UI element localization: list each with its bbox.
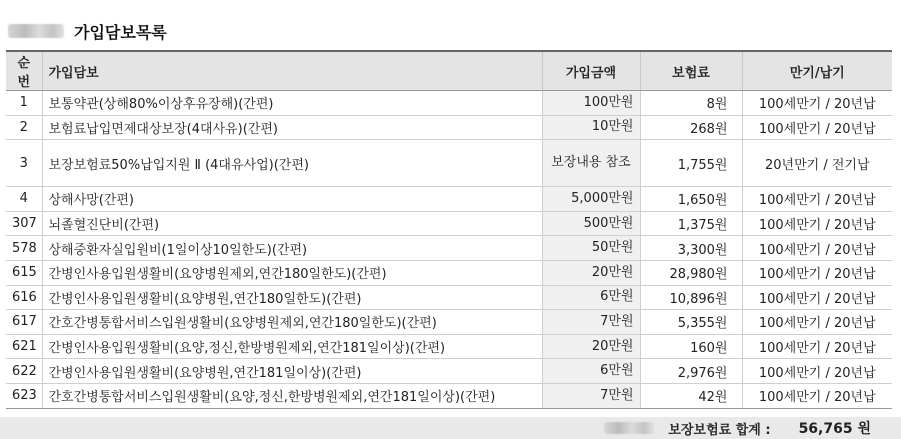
row-no: 617: [6, 310, 42, 335]
table-row: [6, 236, 892, 261]
row-coverage: 상해사망(간편): [42, 187, 542, 212]
row-premium: 10,896원: [640, 285, 742, 310]
table-row: [6, 211, 892, 236]
row-premium: 1,650원: [640, 187, 742, 212]
section-header: [8, 18, 167, 44]
row-coverage: 상해중환자실입원비(1일이상10일한도)(간편): [42, 236, 542, 261]
row-amount: 5,000만원: [542, 187, 640, 212]
row-no: 2: [6, 115, 42, 140]
row-term: 100세만기 / 20년납: [742, 115, 892, 140]
row-term: 100세만기 / 20년납: [742, 260, 892, 285]
row-term: 100세만기 / 20년납: [742, 310, 892, 335]
table-row: [6, 260, 892, 285]
row-coverage: 간병인사용입원생활비(요양병원제외,연간180일한도)(간편): [42, 260, 542, 285]
row-coverage: 보통약관(상해80%이상후유장해)(간편): [42, 91, 542, 116]
table-row: [6, 359, 892, 384]
row-no: 578: [6, 236, 42, 261]
row-coverage: 간병인사용입원생활비(요양,정신,한방병원제외,연간181일이상)(간편): [42, 334, 542, 359]
row-premium: 8원: [640, 91, 742, 116]
row-amount: 20만원: [542, 334, 640, 359]
table-row: [6, 383, 892, 408]
row-no: 616: [6, 285, 42, 310]
row-coverage: 간호간병통합서비스입원생활비(요양병원제외,연간180일한도)(간편): [42, 310, 542, 335]
row-no: 615: [6, 260, 42, 285]
total-value: 56,765 원: [798, 421, 871, 437]
row-amount: 보장내용 참조: [542, 140, 640, 187]
table-row: [6, 310, 892, 335]
row-amount: 6만원: [542, 359, 640, 384]
row-coverage: 간병인사용입원생활비(요양병원,연간181일이상)(간편): [42, 359, 542, 384]
total-bar: [0, 417, 901, 439]
row-premium: 5,355원: [640, 310, 742, 335]
row-premium: 268원: [640, 115, 742, 140]
row-premium: 42원: [640, 383, 742, 408]
row-coverage: 보장보험료50%납입지원 Ⅱ (4대유사업)(간편): [42, 140, 542, 187]
row-amount: 50만원: [542, 236, 640, 261]
redacted-label: [604, 422, 654, 434]
row-premium: 160원: [640, 334, 742, 359]
table-header-row: [6, 51, 892, 91]
row-no: 623: [6, 383, 42, 408]
row-premium: 2,976원: [640, 359, 742, 384]
row-term: 100세만기 / 20년납: [742, 91, 892, 116]
table-row: [6, 334, 892, 359]
row-term: 100세만기 / 20년납: [742, 359, 892, 384]
row-no: 622: [6, 359, 42, 384]
row-no: 4: [6, 187, 42, 212]
column-header-coverage: 가입담보: [42, 51, 542, 91]
row-no: 307: [6, 211, 42, 236]
row-coverage: 보험료납입면제대상보장(4대사유)(간편): [42, 115, 542, 140]
column-header-premium: 보험료: [640, 51, 742, 91]
table-row: [6, 140, 892, 187]
row-no: 621: [6, 334, 42, 359]
row-premium: 28,980원: [640, 260, 742, 285]
column-header-no: 순번: [6, 51, 42, 91]
row-amount: 6만원: [542, 285, 640, 310]
row-term: 100세만기 / 20년납: [742, 383, 892, 408]
row-coverage: 간병인사용입원생활비(요양병원,연간180일한도)(간편): [42, 285, 542, 310]
table-row: [6, 115, 892, 140]
row-amount: 100만원: [542, 91, 640, 116]
row-term: 20년만기 / 전기납: [742, 140, 892, 187]
column-header-term: 만기/납기: [742, 51, 892, 91]
row-amount: 7만원: [542, 383, 640, 408]
redacted-label: [8, 24, 64, 38]
table-row: [6, 187, 892, 212]
row-premium: 3,300원: [640, 236, 742, 261]
row-no: 1: [6, 91, 42, 116]
row-premium: 1,375원: [640, 211, 742, 236]
total-label: 보장보험료 합계 :: [668, 422, 771, 438]
table-row: [6, 91, 892, 116]
row-amount: 10만원: [542, 115, 640, 140]
row-amount: 500만원: [542, 211, 640, 236]
row-coverage: 뇌졸혈진단비(간편): [42, 211, 542, 236]
table-row: [6, 285, 892, 310]
row-amount: 20만원: [542, 260, 640, 285]
row-coverage: 간호간병통합서비스입원생활비(요양,정신,한방병원제외,연간181일이상)(간편): [42, 383, 542, 408]
row-amount: 7만원: [542, 310, 640, 335]
row-term: 100세만기 / 20년납: [742, 211, 892, 236]
page-title: 가입담보목록: [74, 22, 167, 42]
row-term: 100세만기 / 20년납: [742, 334, 892, 359]
column-header-amount: 가입금액: [542, 51, 640, 91]
row-premium: 1,755원: [640, 140, 742, 187]
coverage-table: [6, 50, 892, 409]
row-term: 100세만기 / 20년납: [742, 187, 892, 212]
premium-total: [604, 417, 871, 439]
row-term: 100세만기 / 20년납: [742, 285, 892, 310]
row-term: 100세만기 / 20년납: [742, 236, 892, 261]
row-no: 3: [6, 140, 42, 187]
